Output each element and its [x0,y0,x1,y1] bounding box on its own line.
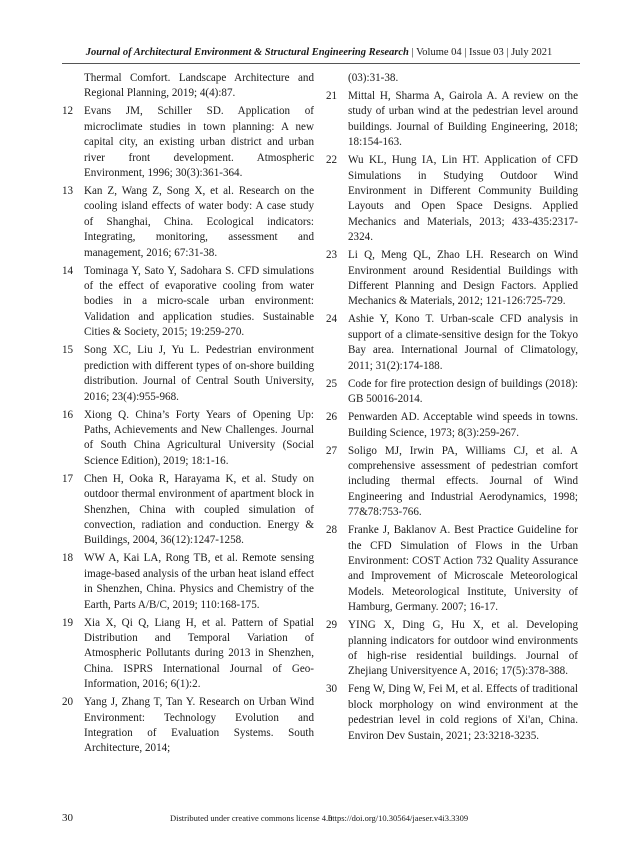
reference-number: 25 [326,377,338,390]
issue-info: | Volume 04 | Issue 03 | July 2021 [408,47,553,58]
page-number: 30 [62,812,73,824]
reference-number: 30 [326,683,338,696]
reference-number: 18 [62,552,74,565]
reference-number: 15 [62,344,74,357]
reference-entry [62,551,314,613]
reference-entry [62,616,314,693]
reference-text: Code for fire protection design of buildings (2018): GB 50016-2014. [348,377,578,406]
reference-text: Soligo MJ, Irwin PA, Williams CJ, et al. A comprehensive assessment of pedestrian comfort including thermal effects. Journal of Wind Engineering and Industrial Aerodynamics, 1998; 77&78:753-766. [348,444,578,519]
reference-number: 26 [326,411,338,424]
reference-text: (03):31-38. [348,72,399,84]
reference-entry [326,523,578,615]
reference-entry [62,695,314,757]
license-text: Distributed under creative commons license 4.0 [170,813,333,823]
reference-entry [62,408,314,470]
reference-text: Chen H, Ooka R, Harayama K, et al. Study on outdoor thermal environment of apartment block in Shenzhen, China with coupled simulation of convection, radiation and conduction. Energy & Buildings, 2004, 36(12):1247-1258. [84,472,314,547]
running-header [0,46,638,60]
reference-text: Ashie Y, Kono T. Urban-scale CFD analysis in support of a climate-sensitive design for the Tokyo Bay area. International Journal of Climatology, 2011; 31(2):174-188. [348,313,578,372]
reference-number: 14 [62,264,74,277]
reference-column-left [62,71,314,759]
reference-text: Li Q, Meng QL, Zhao LH. Research on Wind Environment around Residential Buildings with Different Planning and Design Factors. Applied Mechanics & Materials, 2012; 121-126:725-729. [348,249,578,308]
reference-text: Franke J, Baklanov A. Best Practice Guideline for the CFD Simulation of Flows in the Urban Environment: COST Action 732 Quality Assurance and Improvement of Microscale Meteorological Models. Meteorological Institute, University of Hamburg, Germany. 2007; 16-17. [348,524,578,614]
reference-entry [62,71,314,102]
reference-number: 23 [326,249,338,262]
reference-text: Feng W, Ding W, Fei M, et al. Effects of traditional block morphology on wind environment at the pedestrian level in cold regions of Xi'an, China. Environ Dev Sustain, 2021; 23:3218-3235. [348,683,578,742]
reference-text: Song XC, Liu J, Yu L. Pedestrian environment prediction with different types of on-shore building distribution. Journal of Central South University, 2016; 23(4):955-968. [84,344,314,403]
reference-number: 17 [62,472,74,485]
reference-entry [62,184,314,261]
reference-entry [326,682,578,744]
header-rule [62,63,580,64]
reference-text: Penwarden AD. Acceptable wind speeds in towns. Building Science, 1973; 8(3):259-267. [348,411,578,439]
reference-entry [62,343,314,405]
reference-entry [326,89,578,151]
reference-entry [62,264,314,341]
reference-text: Thermal Comfort. Landscape Architecture and Regional Planning, 2019; 4(4):87. [84,72,314,100]
reference-number: 29 [326,619,338,632]
reference-number: 19 [62,616,74,629]
reference-text: Evans JM, Schiller SD. Application of microclimate studies in town planning: A new capital city, an existing urban district and urban river front development. Atmospheric Environment, 1996; 30(3):361-364. [84,105,314,180]
reference-text: Wu KL, Hung IA, Lin HT. Application of CFD Simulations in Studying Outdoor Wind Environment in Different Community Building Layouts and Open Space Designs. Applied Mechanics and Materials, 2013; 433-435:2317-2324. [348,154,578,244]
journal-title: Journal of Architectural Environment & Structural Engineering Research [85,47,409,58]
reference-number: 21 [326,90,338,102]
reference-text: Kan Z, Wang Z, Song X, et al. Research on the cooling island effects of water body: A case study of Shanghai, China. Ecological indicators: Integrating, monitoring, assessment and management, 2016; 67:31-38. [84,185,314,259]
reference-number: 20 [62,696,74,709]
reference-entry [326,444,578,521]
reference-text: Xia X, Qi Q, Liang H, et al. Pattern of Spatial Distribution and Temporal Variation of Atmospheric Pollutants during 2013 in Shenzhen, China. ISPRS International Journal of Geo-Information, 2016; 6(1):2. [84,616,314,691]
page-footer [62,812,580,826]
reference-number: 27 [326,444,338,457]
doi-link[interactable]: https://doi.org/10.30564/jaeser.v4i3.3309 [328,813,469,823]
reference-text: Xiong Q. China’s Forty Years of Opening Up: Paths, Achievements and New Challenges. Journal of South China Agricultural University (Social Science Edition), 2019; 18:1-16. [84,408,314,467]
reference-text: YING X, Ding G, Hu X, et al. Developing planning indicators for outdoor wind environments of high-rise residential buildings. Journal of Zhejiang Universityence A, 2016; 17(5):378-388. [348,619,578,678]
reference-number: 13 [62,185,74,198]
reference-text: Mittal H, Sharma A, Gairola A. A review on the study of urban wind at the pedestrian level around buildings. Journal of Building Engineering, 2018; 18:154-163. [348,90,578,149]
reference-entry [326,153,578,245]
reference-entry [326,312,578,374]
reference-text: Tominaga Y, Sato Y, Sadohara S. CFD simulations of the effect of evaporative cooling from water bodies in a micro-scale urban environment: Validation and application studies. Sustainable Cities & Society, 2015; 19:259-270. [84,264,314,339]
reference-entry [62,104,314,181]
reference-entry [326,71,578,86]
reference-number: 24 [326,313,338,326]
reference-column-right [326,71,578,747]
reference-number: 16 [62,408,74,421]
reference-number: 28 [326,524,338,537]
reference-text: WW A, Kai LA, Rong TB, et al. Remote sensing image-based analysis of the urban heat island effect in Shenzhen, China. Physics and Chemistry of the Earth, Parts A/B/C, 2019; 110:168-175. [84,552,314,611]
reference-number: 22 [326,154,338,167]
reference-entry [326,410,578,441]
reference-text: Yang J, Zhang T, Tan Y. Research on Urban Wind Environment: Technology Evolution and Integration of Evaluation Systems. South Architecture, 2014; [84,696,314,755]
reference-entry [326,618,578,680]
reference-entry [62,472,314,549]
reference-number: 12 [62,105,74,118]
reference-entry [326,377,578,408]
reference-entry [326,248,578,310]
